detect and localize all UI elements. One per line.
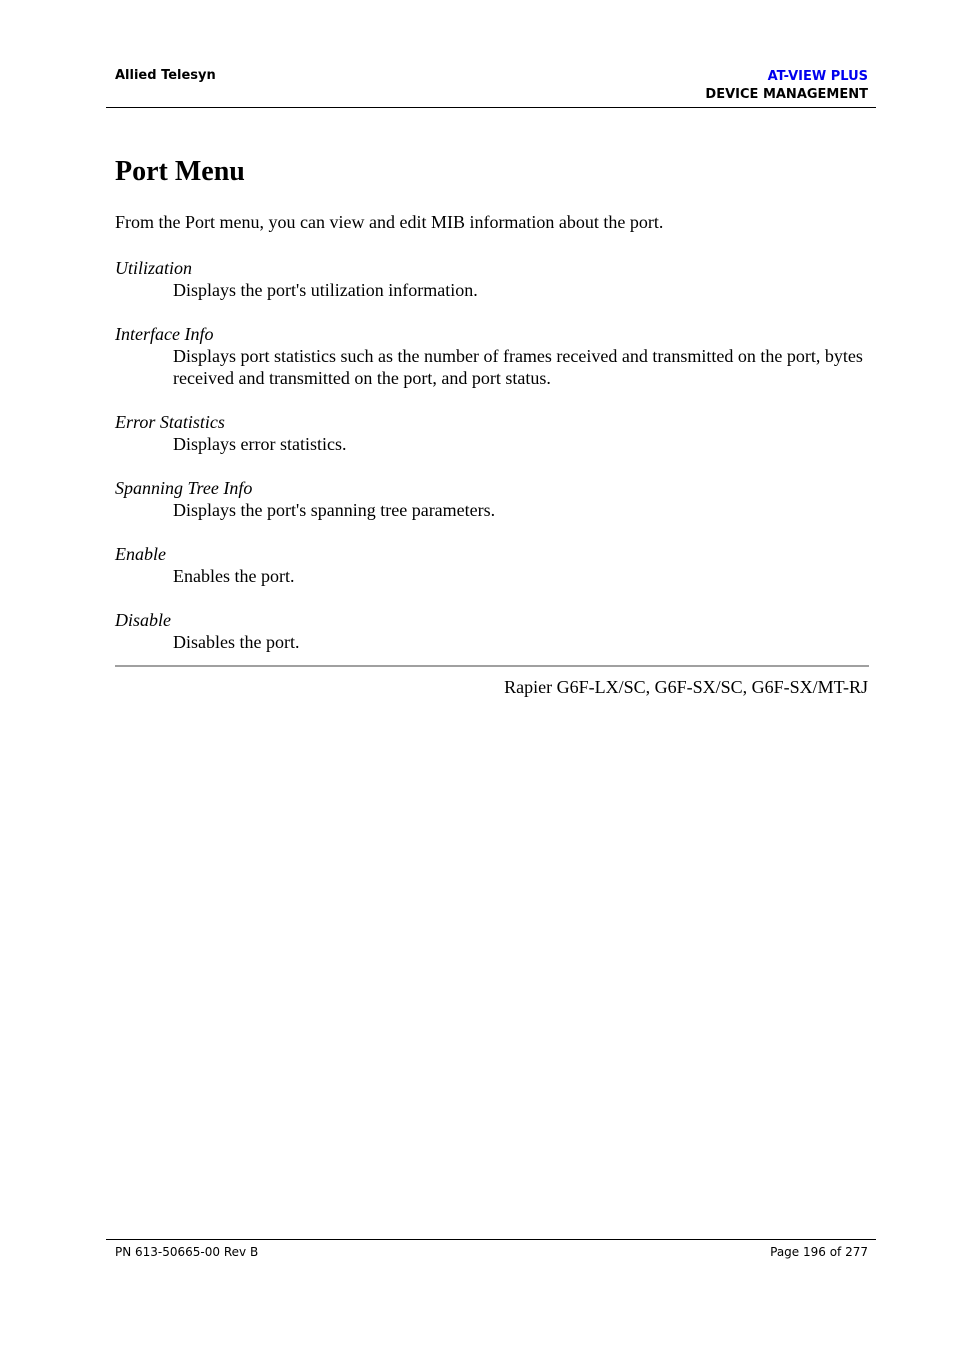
company-name: Allied Telesyn	[115, 68, 216, 83]
section-name: DEVICE MANAGEMENT	[705, 87, 868, 102]
footer-divider	[106, 1239, 876, 1240]
entry-term: Interface Info	[115, 324, 214, 344]
entry-description: Displays the port's utilization information.	[173, 280, 478, 300]
section-divider	[115, 665, 869, 667]
entry-term: Error Statistics	[115, 412, 225, 432]
entry-utilization	[115, 257, 870, 301]
entry-error-statistics	[115, 411, 870, 455]
header-right	[705, 68, 868, 104]
entry-interface-info	[115, 323, 870, 389]
product-name: AT-VIEW PLUS	[767, 69, 868, 84]
entry-term: Disable	[115, 610, 171, 630]
part-number: PN 613-50665-00 Rev B	[115, 1245, 259, 1259]
entry-description: Displays error statistics.	[173, 434, 347, 454]
page-title: Port Menu	[115, 156, 245, 187]
entry-term: Spanning Tree Info	[115, 478, 253, 498]
header-divider	[106, 107, 876, 108]
entry-term: Enable	[115, 544, 166, 564]
intro-paragraph: From the Port menu, you can view and edit MIB information about the port.	[115, 212, 664, 232]
entry-enable	[115, 543, 870, 587]
entry-spanning-tree-info	[115, 477, 870, 521]
entry-description: Enables the port.	[173, 566, 295, 586]
entry-description: Displays the port's spanning tree parameters.	[173, 500, 496, 520]
entry-description: Disables the port.	[173, 632, 300, 652]
entry-description: Displays port statistics such as the number of frames received and transmitted on the port, bytes received and transmitted on the port, and port status.	[173, 346, 863, 388]
applicable-models: Rapier G6F-LX/SC, G6F-SX/SC, G6F-SX/MT-RJ	[504, 677, 868, 697]
page-number: Page 196 of 277	[770, 1245, 868, 1259]
entry-disable	[115, 609, 870, 653]
entry-term: Utilization	[115, 258, 193, 278]
menu-entry-list	[115, 257, 870, 675]
